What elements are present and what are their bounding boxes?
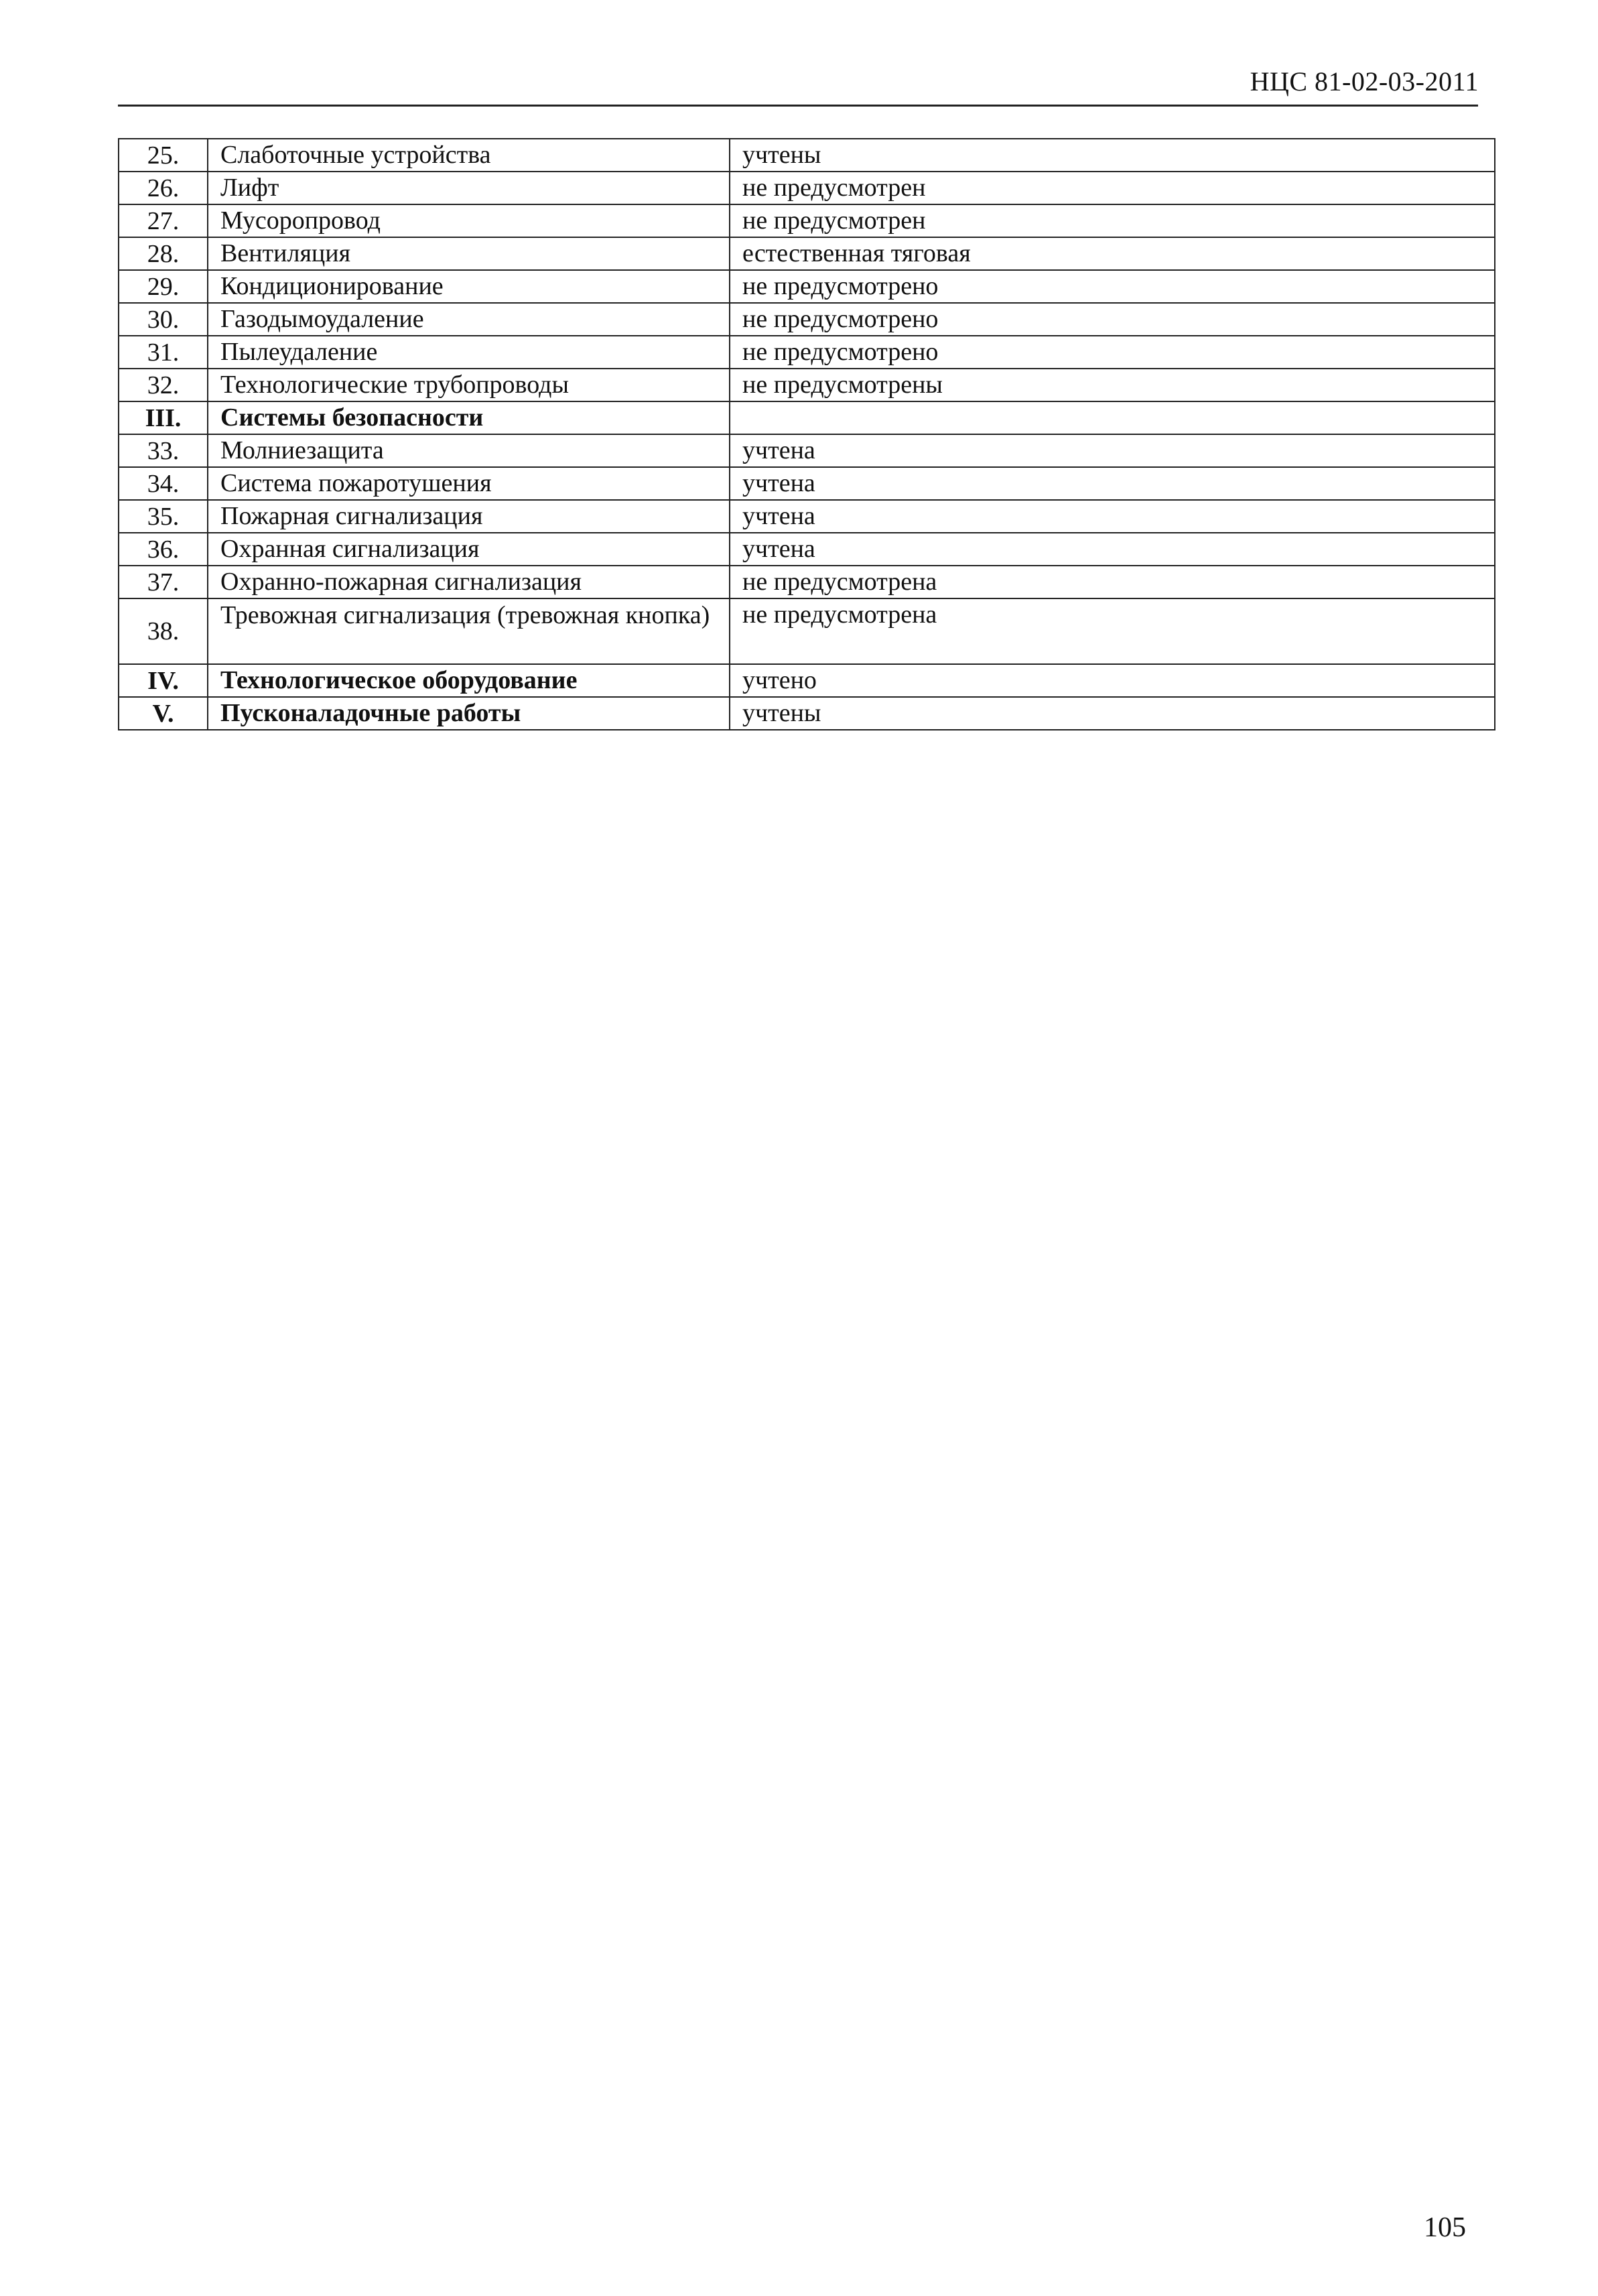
row-number: 36. bbox=[119, 533, 208, 566]
row-name: Лифт bbox=[208, 172, 730, 204]
row-value: не предусмотрены bbox=[730, 369, 1495, 401]
row-name: Газодымоудаление bbox=[208, 303, 730, 336]
table-row bbox=[119, 566, 1495, 598]
row-value: не предусмотрена bbox=[730, 598, 1495, 664]
row-number: 33. bbox=[119, 434, 208, 467]
row-name: Пылеудаление bbox=[208, 336, 730, 369]
row-value: не предусмотрено bbox=[730, 270, 1495, 303]
row-name: Кондиционирование bbox=[208, 270, 730, 303]
row-value: не предусмотрено bbox=[730, 336, 1495, 369]
row-value: учтена bbox=[730, 434, 1495, 467]
row-value: учтена bbox=[730, 533, 1495, 566]
row-value: не предусмотрена bbox=[730, 566, 1495, 598]
row-number: 27. bbox=[119, 204, 208, 237]
table-row bbox=[119, 204, 1495, 237]
table-row bbox=[119, 336, 1495, 369]
table-row bbox=[119, 303, 1495, 336]
table-row bbox=[119, 369, 1495, 401]
row-name: Охранная сигнализация bbox=[208, 533, 730, 566]
row-value: не предусмотрен bbox=[730, 172, 1495, 204]
section-value: учтено bbox=[730, 664, 1495, 697]
section-number: V. bbox=[119, 697, 208, 730]
table-row bbox=[119, 139, 1495, 172]
table-row bbox=[119, 172, 1495, 204]
row-number: 38. bbox=[119, 598, 208, 664]
section-title: Технологическое оборудование bbox=[208, 664, 730, 697]
row-number: 30. bbox=[119, 303, 208, 336]
row-name: Вентиляция bbox=[208, 237, 730, 270]
section-title: Системы безопасности bbox=[208, 401, 730, 434]
row-name: Технологические трубопроводы bbox=[208, 369, 730, 401]
document-code: НЦС 81-02-03-2011 bbox=[1250, 66, 1479, 97]
section-number: III. bbox=[119, 401, 208, 434]
row-number: 35. bbox=[119, 500, 208, 533]
section-value: учтены bbox=[730, 697, 1495, 730]
row-name: Система пожаротушения bbox=[208, 467, 730, 500]
row-value: не предусмотрен bbox=[730, 204, 1495, 237]
table-row bbox=[119, 500, 1495, 533]
row-number: 32. bbox=[119, 369, 208, 401]
section-number: IV. bbox=[119, 664, 208, 697]
row-name: Молниезащита bbox=[208, 434, 730, 467]
row-value: учтены bbox=[730, 139, 1495, 172]
row-value: естественная тяговая bbox=[730, 237, 1495, 270]
row-number: 31. bbox=[119, 336, 208, 369]
row-name: Пожарная сигнализация bbox=[208, 500, 730, 533]
row-number: 25. bbox=[119, 139, 208, 172]
row-number: 26. bbox=[119, 172, 208, 204]
table-row bbox=[119, 270, 1495, 303]
table-row bbox=[119, 598, 1495, 664]
table-row bbox=[119, 237, 1495, 270]
row-number: 28. bbox=[119, 237, 208, 270]
table-row bbox=[119, 434, 1495, 467]
row-value: учтена bbox=[730, 467, 1495, 500]
section-row bbox=[119, 697, 1495, 730]
section-row bbox=[119, 401, 1495, 434]
row-name: Мусоропровод bbox=[208, 204, 730, 237]
row-value: не предусмотрено bbox=[730, 303, 1495, 336]
row-name: Слаботочные устройства bbox=[208, 139, 730, 172]
row-number: 29. bbox=[119, 270, 208, 303]
row-name: Тревожная сигнализация (тревожная кнопка) bbox=[208, 598, 730, 664]
section-value bbox=[730, 401, 1495, 434]
table-row bbox=[119, 533, 1495, 566]
section-row bbox=[119, 664, 1495, 697]
table-row bbox=[119, 467, 1495, 500]
section-title: Пусконаладочные работы bbox=[208, 697, 730, 730]
row-number: 37. bbox=[119, 566, 208, 598]
row-name: Охранно-пожарная сигнализация bbox=[208, 566, 730, 598]
row-value: учтена bbox=[730, 500, 1495, 533]
row-number: 34. bbox=[119, 467, 208, 500]
page-number: 105 bbox=[1424, 2212, 1466, 2243]
specification-table bbox=[118, 138, 1495, 730]
header-divider bbox=[118, 105, 1478, 107]
